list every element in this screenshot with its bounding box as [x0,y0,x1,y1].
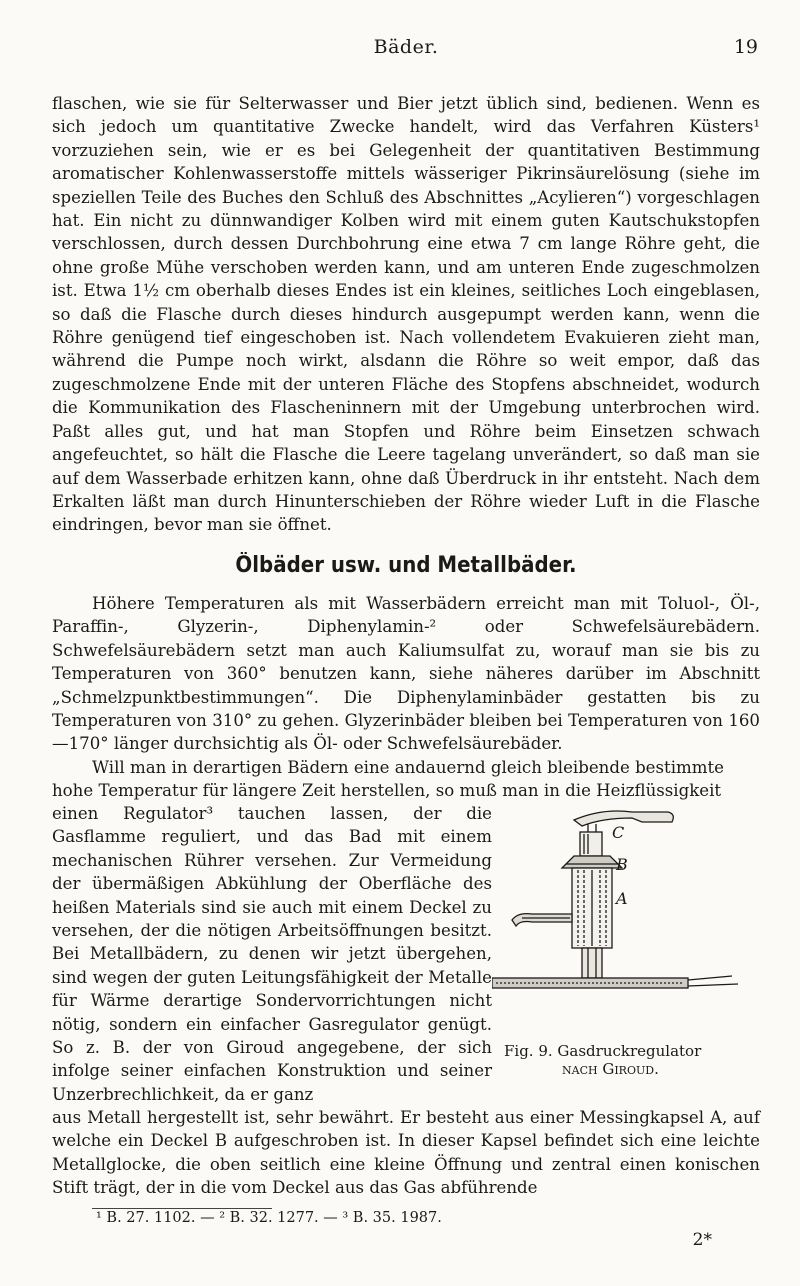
paragraph-regulator-continued: aus Metall hergestellt ist, sehr bewährt. Er besteht aus einer Messingkapsel A, auf welche ein Deckel B aufgeschroben ist. In dieser Kapsel befindet sich eine leichte Metallglocke, die oben seitlich eine kleine Öffnung und zentral einen konischen Stift trägt, der in die vom Deckel aus das Gas abführende [52,1108,760,1198]
label-b: B [616,855,628,874]
figure-caption [504,1042,760,1078]
label-c: C [612,823,625,842]
sheet-signature: 2* [692,1230,712,1250]
page-number: 19 [733,36,758,58]
paragraph-regulator-line1: Will man in derartigen Bädern eine andauernd gleich bleibende bestimmte [92,758,724,777]
gas-regulator-illustration [492,798,760,1020]
page [52,0,760,1286]
footnotes: ¹ B. 27. 1102. — ² B. 32. 1277. — ³ B. 35. 1987. [96,1210,442,1226]
caption-line1: Fig. 9. Gasdruckregulator [504,1042,702,1060]
paragraph-evacuation-method: flaschen, wie sie für Selterwasser und Bier jetzt üblich sind, bedienen. Wenn es sich jedoch um quantitative Zwecke handelt, wird das Verfahren Küsters¹ vorzuziehen sein, wie er es bei Gelegenheit der quantitativen Bestimmung aromatischer Kohlenwasserstoffe mittels wässeriger Pikrinsäurelösung (siehe im speziellen Teile des Buches den Schluß des Abschnittes „Acylieren“) vorgeschlagen hat. Ein nicht zu dünnwandiger Kolben wird mit einem guten Kautschukstopfen verschlossen, durch dessen Durchbohrung eine etwa 7 cm lange Röhre geht, die ohne große Mühe verschoben werden kann, und am unteren Ende zugeschmolzen ist. Etwa 1½ cm oberhalb dieses Endes ist ein kleines, seitliches Loch eingeblasen, so daß die Flasche durch dieses hindurch ausgepumpt werden kann, wenn die Röhre genügend tief eingeschoben ist. Nach vollendetem Evakuieren zieht man, während die Pumpe noch wirkt, alsdann die Röhre so weit empor, daß das zugeschmolzene Ende mit der unteren Fläche des Stopfens abschneidet, wodurch die Kommunikation des Flascheninnern mit der Umgebung unterbrochen wird. Paßt alles gut, und hat man Stopfen und Röhre beim Einsetzen schwach angefeuchtet, so hält die Flasche die Leere tagelang unverändert, so daß man sie auf dem Wasserbade erhitzen kann, ohne daß Überdruck in ihr entsteht. Nach dem Erkalten läßt man durch Hinunterschieben der Röhre wieder Luft in die Flasche eindringen, bevor man sie öffnet. [52,94,760,535]
section-heading: Ölbäder usw. und Metallbäder. [235,553,577,578]
running-head: Bäder. [373,36,439,58]
figure-gas-regulator [492,798,760,1062]
paragraph-high-temperature-baths: Höhere Temperaturen als mit Wasserbädern erreicht man mit Toluol-, Öl-, Paraffin-, Glyzerin-, Diphenylamin-² oder Schwefelsäurebädern. Schwefelsäurebädern setzt man auch Kaliumsulfat zu, worauf man sie bis zu Temperaturen von 360° benutzen kann, siehe näheres darüber im Abschnitt „Schmelzpunktbestimmungen“. Die Diphenylaminbäder gestatten bis zu Temperaturen von 310° zu gehen. Glyzerinbäder bleiben bei Temperaturen von 160—170° länger durchsichtig als Öl- oder Schwefelsäurebäder. [52,594,760,754]
paragraph-regulator-line2: hohe Temperatur für längere Zeit herstellen, so muß man in die Heizflüssigkeit [52,781,722,800]
caption-line2: nach Giroud. [562,1060,659,1078]
paragraph-regulator-wrapped: einen Regulator³ tauchen lassen, der die Gasflamme reguliert, und das Bad mit einem mechanischen Rührer versehen. Zur Vermeidung der übermäßigen Abkühlung der Oberfläche des heißen Materials sind sie auch mit einem Deckel zu versehen, der die nötigen Arbeitsöffnungen besitzt. Bei Metallbädern, zu denen wir jetzt übergehen, sind wegen der guten Leitungsfähigkeit der Metalle für Wärme derartige Sondervorrichtungen nicht nötig, sondern ein einfacher Gasregulator genügt. So z. B. der von Giroud angegebene, der sich infolge seiner einfachen Konstruktion und seiner Unzerbrechlichkeit, da er ganz [52,804,492,1104]
footnote-rule [92,1208,272,1209]
page-header [52,36,760,66]
label-a: A [616,889,628,908]
